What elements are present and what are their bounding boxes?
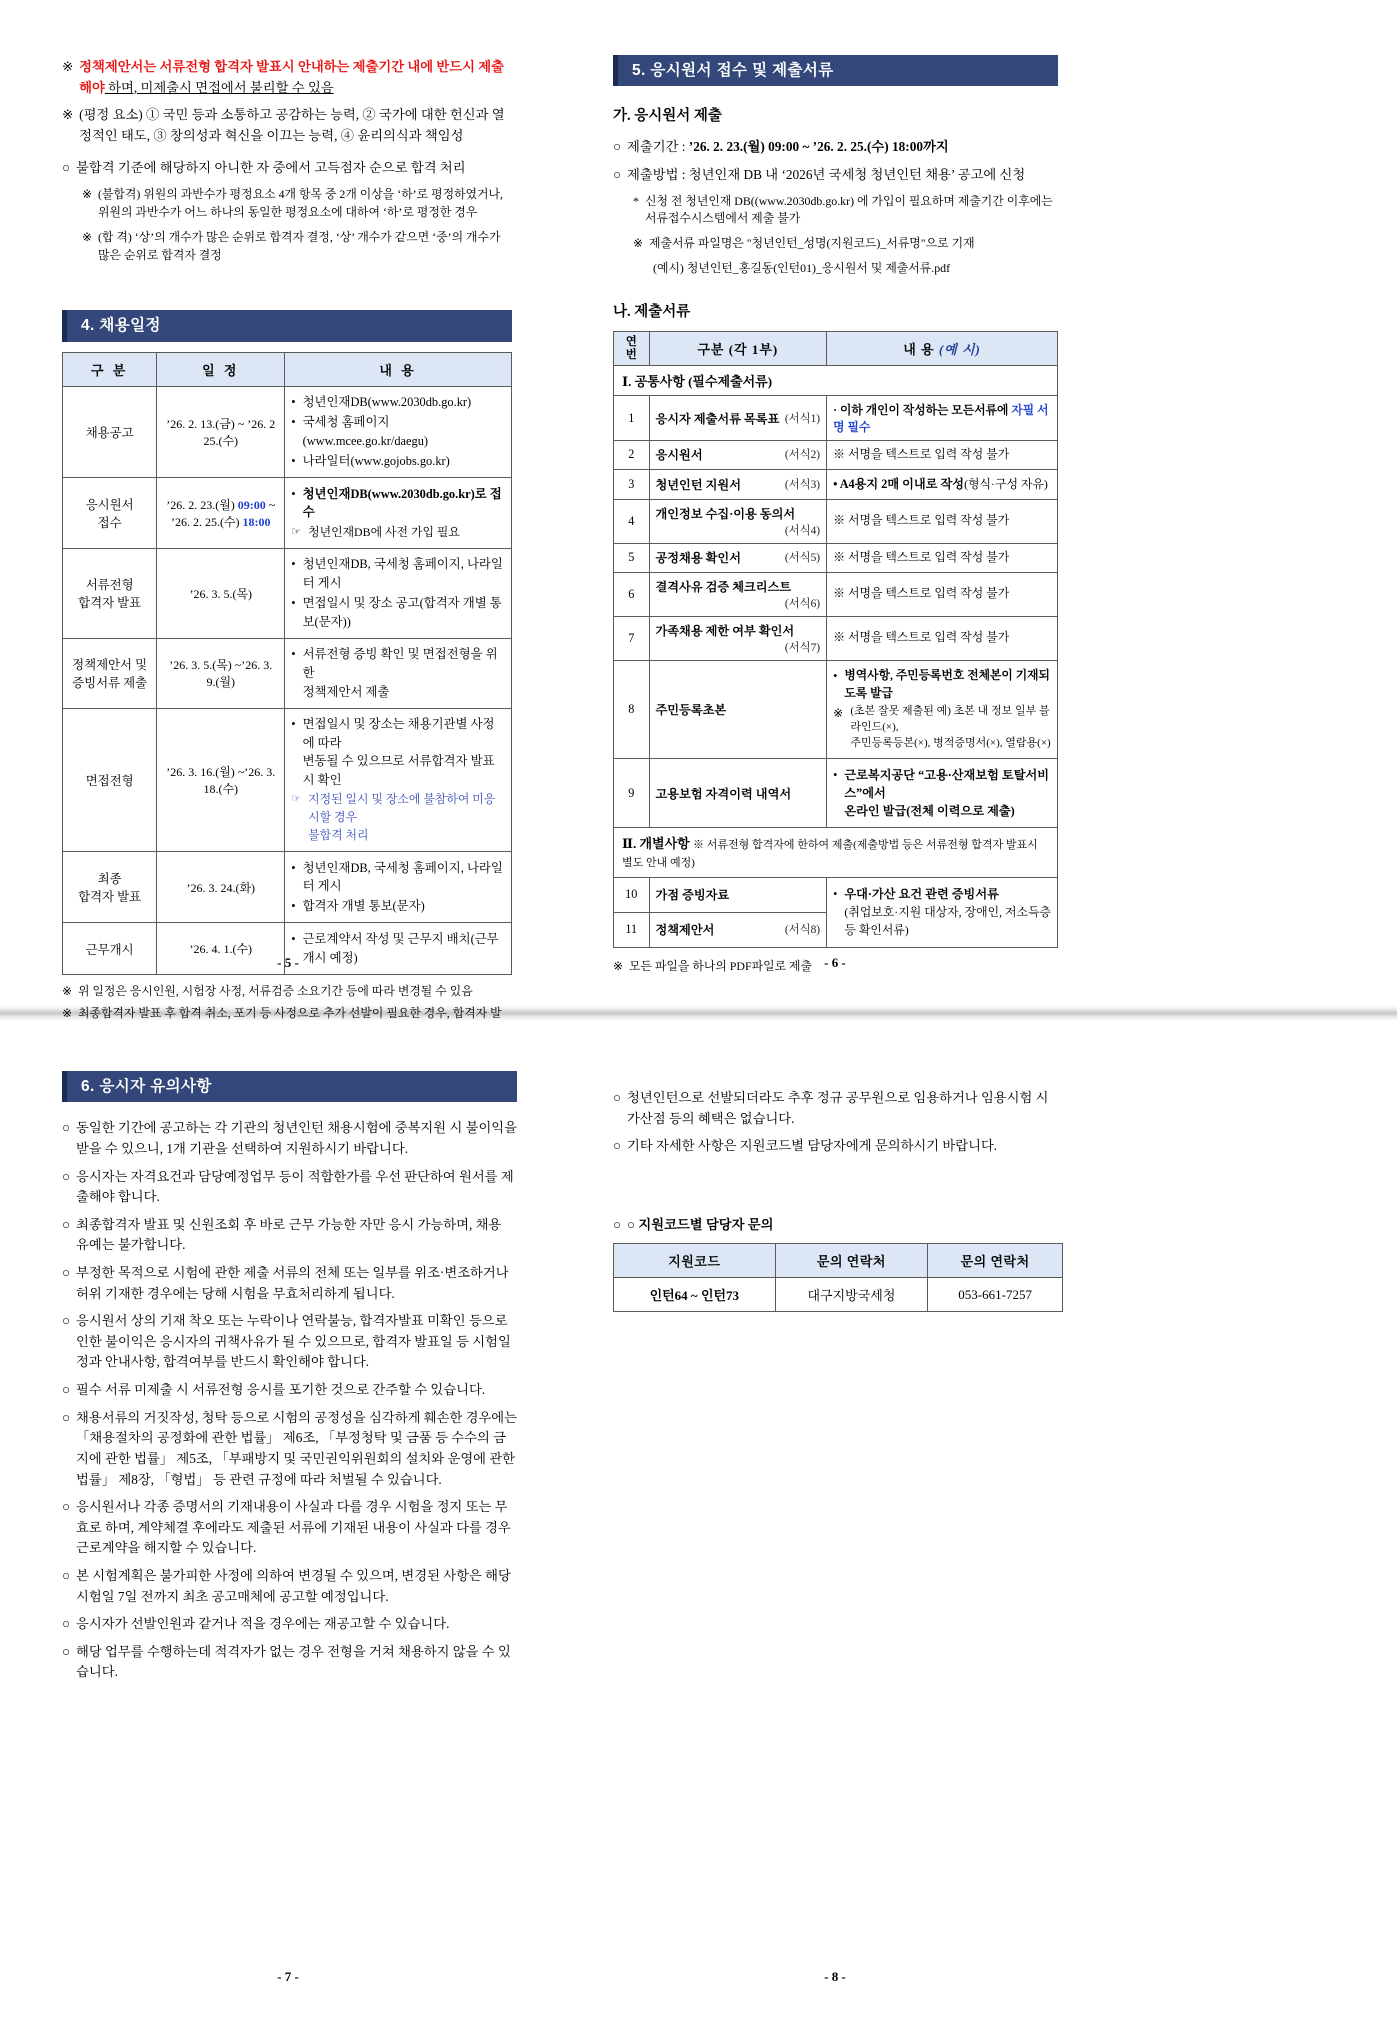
page-6-column bbox=[613, 55, 1058, 982]
notice-item-7 bbox=[62, 1408, 517, 1490]
list-item: • 국세청 홈페이지(www.mcee.go.kr/daegu) bbox=[291, 415, 429, 449]
contact-office: 대구지방국세청 bbox=[775, 1278, 928, 1312]
doc-no: 7 bbox=[614, 616, 650, 660]
table-row bbox=[63, 386, 512, 477]
notice-item-4 bbox=[62, 1263, 517, 1304]
submission-method-value: 청년인재 DB 내 ‘2026년 국세청 청년인턴 채용’ 공고에 신청 bbox=[688, 166, 1026, 182]
doc-name-cell: 결격사유 검증 체크리스트 (서식6) bbox=[649, 572, 827, 616]
submission-notes bbox=[633, 193, 1058, 278]
col-header-no: 연 번 bbox=[614, 332, 650, 366]
submission-documents-table bbox=[613, 331, 1058, 948]
note-fail-criteria bbox=[82, 186, 512, 222]
list-item: ☞ 지정된 일시 및 장소에 불참하여 미응시할 경우 불합격 처리 bbox=[291, 792, 496, 842]
schedule-content bbox=[285, 708, 512, 852]
doc-no: 2 bbox=[614, 441, 650, 470]
pass-criteria-item bbox=[62, 158, 512, 179]
circle-marker: ○ bbox=[613, 166, 622, 182]
page-number-8: - 8 - bbox=[824, 1969, 846, 1984]
schedule-content bbox=[285, 478, 512, 549]
doc-name-cell: 가족채용 제한 여부 확인서 (서식7) bbox=[649, 616, 827, 660]
list-item: ※ (초본 잘못 제출된 예) 초본 내 정보 일부 블라인드(×), 주민등록등본(×), 병적증명서(×), 열람용(×) bbox=[833, 704, 1051, 749]
doc-name-cell: 정책제안서 (서식8) bbox=[649, 912, 827, 947]
schedule-category: 최종 합격자 발표 bbox=[63, 852, 157, 923]
page-sheet-2 bbox=[0, 1021, 1397, 2019]
circle-marker: ○ bbox=[62, 1409, 71, 1425]
doc-no: 1 bbox=[614, 396, 650, 441]
notice-item-2-text: 응시자는 자격요건과 담당예정업무 등이 적합한가를 우선 판단하여 원서를 제출해야 합니다. bbox=[76, 1168, 514, 1205]
schedule-category: 응시원서 접수 bbox=[63, 478, 157, 549]
note-evaluation-factors-text: (평정 요소) ① 국민 등과 소통하고 공감하는 능력, ② 국가에 대한 헌신과 열정적인 태도, ③ 창의성과 혁신을 이끄는 능력, ④ 윤리의식과 책임성 bbox=[79, 107, 505, 143]
doc-name-cell: 공정채용 확인서 (서식5) bbox=[649, 543, 827, 572]
list-item: • 면접일시 및 장소 공고(합격자 개별 통보(문자)) bbox=[291, 596, 502, 629]
notice-item-10 bbox=[62, 1614, 517, 1635]
note-marker: ※ bbox=[613, 958, 623, 973]
table-row bbox=[614, 441, 1058, 470]
list-item: (취업보호·지원 대상자, 장애인, 저소득층 등 확인서류) bbox=[844, 905, 1051, 938]
circle-marker: ○ bbox=[62, 1643, 71, 1659]
note-pass-criteria-text: (합 격) ‘상’의 개수가 많은 순위로 합격자 결정, ‘상’ 개수가 같으면 ‘중’의 개수가 많은 순위로 합격자 결정 bbox=[97, 229, 501, 262]
list-item: • 청년인재DB(www.2030db.go.kr) bbox=[291, 395, 472, 410]
notice-item-6 bbox=[62, 1380, 517, 1401]
subsection-b-title: 나. 제출서류 bbox=[613, 304, 691, 321]
doc-name-cell: 주민등록초본 bbox=[649, 660, 827, 759]
notice-item-9-text: 본 시험계획은 불가피한 사정에 의하여 변경될 수 있으며, 변경된 사항은 해당 시험일 7일 전까지 최초 공고매체에 공고할 예정입니다. bbox=[76, 1567, 511, 1604]
notice-item-5 bbox=[62, 1311, 517, 1373]
notice-item-5-text: 응시원서 상의 기재 착오 또는 누락이나 연락불능, 합격자발표 미확인 등으로 인한 불이익은 응시자의 귀책사유가 될 수 있으므로, 합격자 발표일 등 시험일정과 안내사항, 합격여부를 반드시 확인해야 합니다. bbox=[76, 1313, 511, 1370]
footnote-schedule-change-text: 위 일정은 응시인원, 시험장 사정, 서류검증 소요기간 등에 따라 변경될 수 있음 bbox=[77, 983, 473, 998]
table-row bbox=[63, 708, 512, 852]
contact-section-title bbox=[613, 1215, 1063, 1236]
table-group-row bbox=[614, 366, 1058, 396]
note-policy-proposal-underline: 하며, 미제출시 면접에서 불리할 수 있음 bbox=[104, 79, 334, 95]
content-bullet-list bbox=[291, 859, 505, 916]
applicant-notice-list bbox=[62, 1118, 517, 1683]
schedule-date: ’26. 2. 13.(금) ~ ’26. 2 25.(수) bbox=[157, 386, 285, 477]
table-row bbox=[63, 852, 512, 923]
table-row bbox=[614, 499, 1058, 543]
schedule-date: ’26. 3. 24.(화) bbox=[157, 852, 285, 923]
circle-marker: ○ bbox=[62, 1265, 71, 1281]
sub-notes-block bbox=[82, 186, 512, 264]
note-policy-proposal-red: 정책제안서는 서류전형 합격자 발표시 안내하는 제출기간 내에 반드시 제출해야 bbox=[79, 59, 504, 95]
table-row bbox=[63, 548, 512, 638]
col-header-content-note: (예 시) bbox=[938, 342, 981, 358]
footnote-additional-pass-text: 최종합격자 발표 후 합격 취소, 포기 등 사정으로 추가 선발이 필요한 경우, 합격자 발 bbox=[77, 1005, 502, 1020]
group-label-common: Ⅰ. 공통사항 (필수제출서류) bbox=[614, 366, 1058, 396]
content-bullet-list bbox=[291, 555, 505, 631]
content-bullet-list bbox=[833, 885, 1051, 941]
doc-name-cell: 청년인턴 지원서 (서식3) bbox=[649, 469, 827, 499]
list-item: • 근로계약서 작성 및 근무지 배치(근무개시 예정) bbox=[291, 931, 499, 965]
doc-name-cell: 응시자 제출서류 목록표 (서식1) bbox=[649, 396, 827, 441]
note-marker: ※ bbox=[82, 229, 92, 244]
notice-item-13-text: 기타 자세한 사항은 지원코드별 담당자에게 문의하시기 바랍니다. bbox=[627, 1138, 998, 1154]
page-5-column bbox=[62, 50, 512, 1062]
section-6-header: 6. 응시자 유의사항 bbox=[62, 1071, 517, 1102]
note-policy-proposal bbox=[62, 57, 512, 98]
submission-period-label: 제출기간 : bbox=[627, 139, 689, 155]
col-header-support-code: 지원코드 bbox=[614, 1244, 776, 1278]
doc-content bbox=[827, 878, 1058, 948]
notice-item-2 bbox=[62, 1167, 517, 1208]
doc-content bbox=[827, 759, 1058, 828]
col-header-content: 내 용 (예 시) bbox=[827, 332, 1058, 366]
circle-marker: ○ bbox=[613, 1138, 622, 1154]
doc-content: ※ 서명을 텍스트로 입력 작성 불가 bbox=[827, 499, 1058, 543]
page-7-column bbox=[62, 1071, 517, 1690]
doc-content: ※ 서명을 텍스트로 입력 작성 불가 bbox=[827, 572, 1058, 616]
schedule-date: ’26. 2. 23.(월) 09:00 ~ ’26. 2. 25.(수) 18:00 bbox=[157, 478, 285, 549]
content-bullet-list bbox=[291, 485, 505, 542]
list-item: • 청년인재DB, 국세청 홈페이지, 나라일터 게시 bbox=[291, 860, 503, 894]
note-marker: ※ bbox=[62, 983, 72, 998]
circle-marker: ○ bbox=[62, 1567, 71, 1583]
schedule-category: 정책제안서 및 증빙서류 제출 bbox=[63, 638, 157, 708]
content-bullet-list bbox=[291, 645, 505, 701]
schedule-date: ’26. 4. 1.(수) bbox=[157, 923, 285, 974]
note-marker: ※ bbox=[62, 1005, 72, 1020]
table-row bbox=[63, 638, 512, 708]
list-item: • 근로복지공단 “고용·산재보험 토탈서비스”에서 온라인 발급(전체 이력으로 제출) bbox=[833, 767, 1050, 819]
table-row bbox=[614, 660, 1058, 759]
doc-name-cell: 가점 증빙자료 bbox=[649, 878, 827, 913]
table-group-row bbox=[614, 828, 1058, 878]
notice-item-9 bbox=[62, 1566, 517, 1607]
doc-name-cell: 응시원서 (서식2) bbox=[649, 441, 827, 470]
page-number-5: - 5 - bbox=[277, 955, 299, 970]
doc-content: ※ 서명을 텍스트로 입력 작성 불가 bbox=[827, 441, 1058, 470]
list-item: • 면접일시 및 장소는 채용기관별 사정에 따라 변동될 수 있으므로 서류합격자 발표시 확인 bbox=[291, 717, 495, 787]
note-marker: ※ bbox=[62, 107, 74, 123]
page-number-7: - 7 - bbox=[277, 1969, 299, 1984]
doc-content: · 이하 개인이 작성하는 모든서류에 자필 서명 필수 bbox=[827, 396, 1058, 441]
doc-name-cell: 고용보험 자격이력 내역서 bbox=[649, 759, 827, 828]
circle-marker: ○ bbox=[62, 1216, 71, 1232]
schedule-content bbox=[285, 638, 512, 708]
table-row bbox=[614, 1278, 1063, 1312]
note-pass-criteria bbox=[82, 229, 512, 265]
circle-marker: ○ bbox=[62, 1616, 71, 1632]
submission-method-item bbox=[613, 165, 1058, 186]
circle-marker: ○ bbox=[62, 1382, 71, 1398]
doc-no: 6 bbox=[614, 572, 650, 616]
group-label-individual: Ⅱ. 개별사항 ※ 서류전형 합격자에 한하여 제출(제출방법 등은 서류전형 합격자 발표시 별도 안내 예정) bbox=[614, 828, 1058, 878]
note-filename-rule bbox=[633, 235, 1058, 253]
notice-item-12 bbox=[613, 1088, 1063, 1129]
note-marker: ※ bbox=[82, 187, 92, 202]
doc-content: • A4용지 2매 이내로 작성(형식·구성 자유) bbox=[827, 469, 1058, 499]
table-row bbox=[614, 543, 1058, 572]
group-note-individual: ※ 서류전형 합격자에 한하여 제출(제출방법 등은 서류전형 합격자 발표시 별도 안내 예정) bbox=[622, 839, 1038, 870]
notice-item-3-text: 최종합격자 발표 및 신원조회 후 바로 근무 가능한 자만 응시 가능하며, 채용 유예는 불가합니다. bbox=[76, 1216, 502, 1253]
doc-no: 11 bbox=[614, 912, 650, 947]
doc-no: 5 bbox=[614, 543, 650, 572]
note-filename-example-text: (예시) 청년인턴_홍길동(인턴01)_응시원서 및 제출서류.pdf bbox=[653, 261, 951, 276]
circle-marker: ○ bbox=[62, 160, 71, 176]
notice-item-11-text: 해당 업무를 수행하는데 적격자가 없는 경우 전형을 거쳐 채용하지 않을 수 있습니다. bbox=[76, 1643, 511, 1680]
list-item: • 병역사항, 주민등록번호 전체본이 기재되도록 발급 bbox=[833, 668, 1050, 700]
contact-support-code: 인턴64 ~ 인턴73 bbox=[614, 1278, 776, 1312]
schedule-date: ’26. 3. 16.(월) ~’26. 3. 18.(수) bbox=[157, 708, 285, 852]
notice-item-10-text: 응시자가 선발인원과 같거나 적을 경우에는 재공고할 수 있습니다. bbox=[76, 1616, 450, 1632]
applicant-notice-list-cont bbox=[613, 1088, 1063, 1157]
doc-no: 9 bbox=[614, 759, 650, 828]
page-8-column bbox=[613, 1081, 1063, 1312]
table-row bbox=[614, 616, 1058, 660]
note-fail-criteria-text: (불합격) 위원의 과반수가 평정요소 4개 항목 중 2개 이상을 ‘하’로 평정하였거나, 위원의 과반수가 어느 하나의 동일한 평정요소에 대하여 ‘하’로 평정한 경우 bbox=[97, 187, 503, 219]
submission-method-label: 제출방법 : bbox=[627, 166, 689, 182]
schedule-category: 채용공고 bbox=[63, 386, 157, 477]
doc-no: 3 bbox=[614, 469, 650, 499]
circle-marker: ○ bbox=[62, 1168, 71, 1184]
contact-section-title-text: ○ 지원코드별 담당자 문의 bbox=[627, 1216, 774, 1232]
footnote-schedule-change bbox=[62, 983, 512, 1001]
section-4-header: 4. 채용일정 bbox=[62, 310, 512, 341]
pass-criteria-text: 불합격 기준에 해당하지 아니한 자 중에서 고득점자 순으로 합격 처리 bbox=[76, 160, 466, 176]
doc-content bbox=[827, 660, 1058, 759]
doc-content: ※ 서명을 텍스트로 입력 작성 불가 bbox=[827, 543, 1058, 572]
page-number-6: - 6 - bbox=[824, 955, 846, 970]
table-row bbox=[614, 469, 1058, 499]
notice-item-7-text: 채용서류의 거짓작성, 청탁 등으로 시험의 공정성을 심각하게 훼손한 경우에는 「채용절차의 공정화에 관한 법률」 제6조, 「부정청탁 및 금품 등 수수의 금지에 관한 법률」 제5조, 「부패방지 및 국민권익위원회의 설치와 운영에 관한 법률」 제8장, 「형법」 등 관련 규정에 따라 처벌될 수 있습니다. bbox=[76, 1409, 517, 1487]
notice-item-1 bbox=[62, 1118, 517, 1159]
circle-marker: ○ bbox=[62, 1499, 71, 1515]
schedule-content bbox=[285, 548, 512, 638]
list-item: • 서류전형 증빙 확인 및 면접전형을 위한 정책제안서 제출 bbox=[291, 647, 498, 699]
col-header-contact-office: 문의 연락처 bbox=[775, 1244, 928, 1278]
top-notes-block bbox=[62, 57, 512, 146]
table-row bbox=[63, 478, 512, 549]
schedule-category: 서류전형 합격자 발표 bbox=[63, 548, 157, 638]
col-header-category: 구 분 bbox=[63, 352, 157, 386]
schedule-content bbox=[285, 386, 512, 477]
table-row bbox=[614, 572, 1058, 616]
note-marker: ※ bbox=[62, 59, 74, 74]
doc-no: 10 bbox=[614, 878, 650, 913]
table-header-row bbox=[614, 1244, 1063, 1278]
docs-footnote-text: 모든 파일을 하나의 PDF파일로 제출 bbox=[628, 958, 812, 973]
notice-item-3 bbox=[62, 1215, 517, 1256]
contact-table bbox=[613, 1243, 1063, 1312]
submission-period-value: ’26. 2. 23.(월) 09:00 ~ ’26. 2. 25.(수) 18:00까지 bbox=[688, 139, 949, 155]
submission-period-item bbox=[613, 137, 1058, 158]
recruitment-schedule-table bbox=[62, 352, 512, 975]
subsection-a-title: 가. 응시원서 제출 bbox=[613, 108, 722, 125]
doc-no: 8 bbox=[614, 660, 650, 759]
col-header-date: 일 정 bbox=[157, 352, 285, 386]
schedule-date: ’26. 3. 5.(목) ~’26. 3. 9.(월) bbox=[157, 638, 285, 708]
content-bullet-list bbox=[833, 667, 1051, 752]
schedule-category: 면접전형 bbox=[63, 708, 157, 852]
schedule-category: 근무개시 bbox=[63, 923, 157, 974]
circle-marker: ○ bbox=[62, 1313, 71, 1329]
notice-item-12-text: 청년인턴으로 선발되더라도 추후 정규 공무원으로 임용하거나 임용시험 시 가산점 등의 혜택은 없습니다. bbox=[627, 1090, 1049, 1126]
table-row bbox=[614, 396, 1058, 441]
section-5-header: 5. 응시원서 접수 및 제출서류 bbox=[613, 55, 1058, 86]
list-item: • 우대·가산 요건 관련 증빙서류 bbox=[833, 886, 999, 901]
doc-content: ※ 서명을 텍스트로 입력 작성 불가 bbox=[827, 616, 1058, 660]
content-bullet-list bbox=[833, 766, 1051, 821]
note-signup-required bbox=[633, 193, 1058, 229]
list-item: ☞ 청년인재DB에 사전 가입 필요 bbox=[291, 524, 460, 539]
notice-item-8-text: 응시원서나 각종 증명서의 기재내용이 사실과 다를 경우 시험을 정지 또는 무효로 하며, 계약체결 후에라도 제출된 서류에 기재된 내용이 사실과 다를 경우 근로계약을 해지할 수 있습니다. bbox=[76, 1499, 511, 1556]
notice-item-4-text: 부정한 목적으로 시험에 관한 제출 서류의 전체 또는 일부를 위조·변조하거나 허위 기재한 경우에는 당해 시험을 무효처리하게 됩니다. bbox=[76, 1265, 509, 1301]
col-header-content: 내 용 bbox=[285, 352, 512, 386]
notice-item-8 bbox=[62, 1497, 517, 1559]
list-item: • 청년인재DB, 국세청 홈페이지, 나라일터 게시 bbox=[291, 557, 503, 590]
schedule-content bbox=[285, 852, 512, 923]
note-signup-required-text: 신청 전 청년인재 DB((www.2030db.go.kr) 에 가입이 필요하며 제출기간 이후에는 서류접수시스템에서 제출 불가 bbox=[644, 193, 1053, 226]
note-filename-rule-text: 제출서류 파일명은 "청년인턴_성명(지원코드)_서류명"으로 기재 bbox=[648, 236, 975, 251]
note-filename-example bbox=[653, 260, 1058, 278]
note-marker: * bbox=[633, 193, 639, 208]
circle-marker: ○ bbox=[62, 1120, 71, 1136]
notice-item-13 bbox=[613, 1136, 1063, 1157]
note-marker: ※ bbox=[633, 236, 643, 251]
content-bullet-list bbox=[291, 715, 505, 845]
doc-name-cell: 개인정보 수집·이용 동의서 (서식4) bbox=[649, 499, 827, 543]
content-bullet-list bbox=[291, 393, 505, 470]
table-row bbox=[614, 878, 1058, 913]
circle-marker: ○ bbox=[613, 1090, 622, 1105]
notice-item-1-text: 동일한 기간에 공고하는 각 기관의 청년인턴 채용시험에 중복지원 시 불이익을 받을 수 있으니, 1개 기관을 선택하여 지원하시기 바랍니다. bbox=[76, 1120, 517, 1156]
list-item: • 청년인재DB(www.2030db.go.kr)로 접수 bbox=[291, 486, 502, 520]
circle-marker: ○ bbox=[613, 1216, 622, 1232]
table-row bbox=[614, 759, 1058, 828]
note-evaluation-factors bbox=[62, 105, 512, 146]
doc-no: 4 bbox=[614, 499, 650, 543]
list-item: • 나라일터(www.gojobs.go.kr) bbox=[291, 454, 450, 469]
contact-phone: 053-661-7257 bbox=[928, 1278, 1063, 1312]
col-header-division: 구분 (각 1부) bbox=[649, 332, 827, 366]
list-item: • 합격자 개별 통보(문자) bbox=[291, 899, 425, 914]
col-header-contact-phone: 문의 연락처 bbox=[928, 1244, 1063, 1278]
notice-item-11 bbox=[62, 1642, 517, 1683]
schedule-date: ’26. 3. 5.(목) bbox=[157, 548, 285, 638]
circle-marker: ○ bbox=[613, 139, 622, 155]
table-header-row bbox=[63, 352, 512, 386]
table-header-row bbox=[614, 332, 1058, 366]
notice-item-6-text: 필수 서류 미제출 시 서류전형 응시를 포기한 것으로 간주할 수 있습니다. bbox=[76, 1382, 486, 1398]
